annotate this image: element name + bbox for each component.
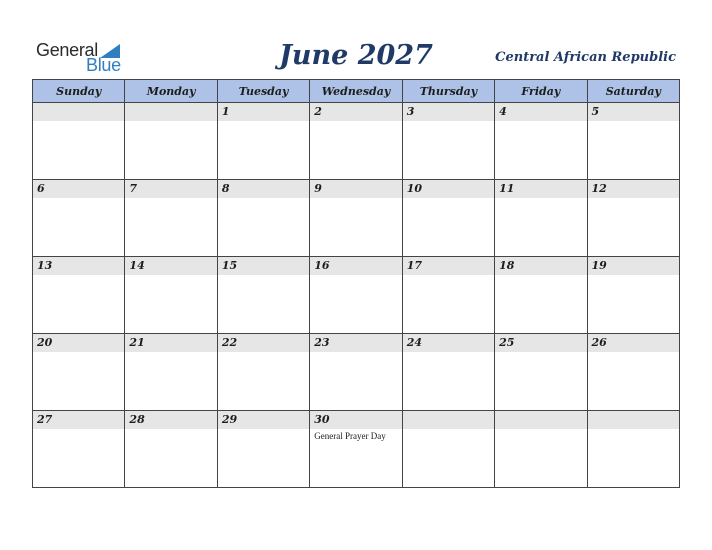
day-number: 1 — [218, 103, 309, 121]
day-number: 23 — [310, 334, 401, 352]
day-cell[interactable] — [402, 257, 494, 334]
day-number: 20 — [33, 334, 124, 352]
day-cell[interactable] — [217, 411, 309, 488]
day-number: 8 — [218, 180, 309, 198]
day-number: 26 — [588, 334, 679, 352]
day-cell[interactable] — [402, 334, 494, 411]
day-number: 21 — [125, 334, 216, 352]
day-cell[interactable] — [125, 180, 217, 257]
weekday-header-row — [33, 80, 680, 103]
day-cell[interactable] — [125, 334, 217, 411]
day-number: 15 — [218, 257, 309, 275]
weekday-header: Monday — [125, 80, 217, 103]
day-cell[interactable] — [310, 411, 402, 488]
day-number: 11 — [495, 180, 586, 198]
day-cell[interactable] — [587, 103, 679, 180]
day-cell[interactable] — [310, 334, 402, 411]
day-number: 7 — [125, 180, 216, 198]
day-cell[interactable] — [587, 411, 679, 488]
day-number: 27 — [33, 411, 124, 429]
day-number: 30 — [310, 411, 401, 429]
calendar-body — [33, 103, 680, 488]
day-number: 25 — [495, 334, 586, 352]
day-number — [125, 103, 216, 121]
day-number: 18 — [495, 257, 586, 275]
day-cell[interactable] — [217, 257, 309, 334]
day-number: 6 — [33, 180, 124, 198]
day-number — [403, 411, 494, 429]
day-cell[interactable] — [495, 180, 587, 257]
weekday-header: Friday — [495, 80, 587, 103]
weekday-header: Saturday — [587, 80, 679, 103]
day-cell[interactable] — [125, 103, 217, 180]
day-cell[interactable] — [217, 180, 309, 257]
day-cell[interactable] — [402, 103, 494, 180]
day-cell[interactable] — [125, 411, 217, 488]
day-number: 24 — [403, 334, 494, 352]
day-cell[interactable] — [217, 103, 309, 180]
day-cell[interactable] — [33, 257, 125, 334]
day-number — [495, 411, 586, 429]
calendar-grid — [32, 79, 680, 488]
calendar-title: June 2027 — [279, 40, 433, 71]
day-number: 4 — [495, 103, 586, 121]
day-number: 14 — [125, 257, 216, 275]
day-number — [33, 103, 124, 121]
day-number: 22 — [218, 334, 309, 352]
weekday-header: Sunday — [33, 80, 125, 103]
day-number — [588, 411, 679, 429]
day-number: 29 — [218, 411, 309, 429]
day-cell[interactable] — [33, 411, 125, 488]
week-row — [33, 257, 680, 334]
holiday-label: General Prayer Day — [314, 431, 386, 441]
country-name: Central African Republic — [495, 50, 676, 65]
day-number: 10 — [403, 180, 494, 198]
day-number: 5 — [588, 103, 679, 121]
day-cell[interactable] — [587, 334, 679, 411]
weekday-header: Wednesday — [310, 80, 402, 103]
day-cell[interactable] — [310, 257, 402, 334]
day-cell[interactable] — [495, 257, 587, 334]
day-number: 28 — [125, 411, 216, 429]
day-cell[interactable] — [495, 103, 587, 180]
day-cell[interactable] — [33, 103, 125, 180]
week-row — [33, 334, 680, 411]
day-number: 19 — [588, 257, 679, 275]
week-row — [33, 180, 680, 257]
week-row — [33, 411, 680, 488]
week-row — [33, 103, 680, 180]
day-cell[interactable] — [310, 103, 402, 180]
day-cell[interactable] — [33, 334, 125, 411]
day-cell[interactable] — [402, 411, 494, 488]
day-cell[interactable] — [125, 257, 217, 334]
day-cell[interactable] — [495, 411, 587, 488]
day-cell[interactable] — [587, 257, 679, 334]
weekday-header: Thursday — [402, 80, 494, 103]
day-number: 13 — [33, 257, 124, 275]
day-cell[interactable] — [495, 334, 587, 411]
day-number: 16 — [310, 257, 401, 275]
weekday-header: Tuesday — [217, 80, 309, 103]
day-cell[interactable] — [33, 180, 125, 257]
day-number: 2 — [310, 103, 401, 121]
day-cell[interactable] — [402, 180, 494, 257]
day-number: 3 — [403, 103, 494, 121]
logo-text-general: General — [36, 40, 98, 60]
day-number: 9 — [310, 180, 401, 198]
logo-text-blue: Blue — [86, 55, 121, 75]
day-number: 17 — [403, 257, 494, 275]
day-cell[interactable] — [587, 180, 679, 257]
day-cell[interactable] — [217, 334, 309, 411]
day-cell[interactable] — [310, 180, 402, 257]
day-number: 12 — [588, 180, 679, 198]
